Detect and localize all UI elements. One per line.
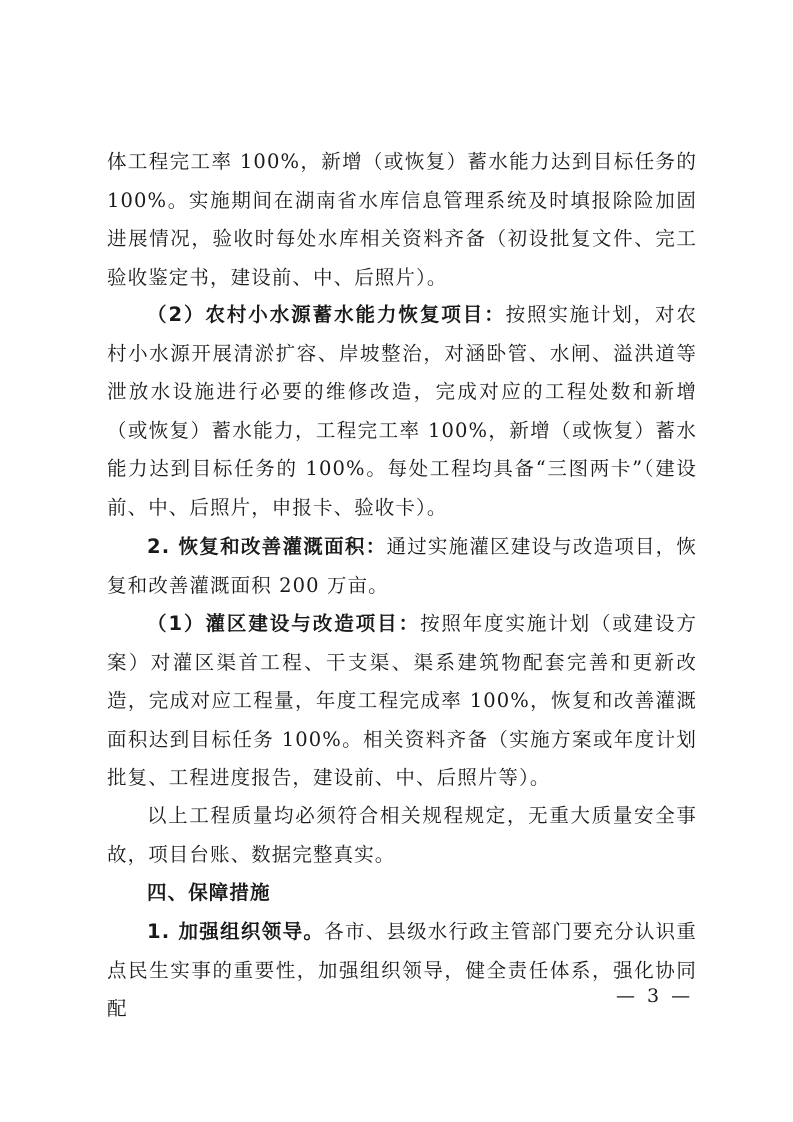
- item-title: （1）灌区建设与改造项目：: [147, 612, 421, 635]
- item-title: （2）农村小水源蓄水能力恢复项目：: [147, 303, 506, 326]
- paragraph-irrigation-area: [107, 528, 697, 605]
- paragraph-quality: [107, 797, 697, 874]
- paragraph-irrigation-project: [107, 605, 697, 798]
- paragraph-text: 按照实施计划，对农村小水源开展清淤扩容、岸坡整治，对涵卧管、水闸、溢洪道等泄放水设施进行必要的维修改造，完成对应的工程处数和新增（或恢复）蓄水能力，工程完工率 100%，新增（或恢复）蓄水能力达到目标任务的 100%。每处工程均具备“三图两卡”（建设前、中、后照片，申报卡、验收卡）。: [107, 303, 698, 519]
- item-title: 2. 恢复和改善灌溉面积：: [147, 535, 387, 558]
- paragraph-text: 体工程完工率 100%，新增（或恢复）蓄水能力达到目标任务的100%。实施期间在湖南省水库信息管理系统及时填报除险加固进展情况，验收时每处水库相关资料齐备（初设批复文件、完工验收鉴定书，建设前、中、后照片）。: [107, 150, 697, 289]
- paragraph-reservoir-completion: [107, 143, 697, 297]
- paragraph-text: 通过实施灌区建设与改造项目，恢复和改善灌溉面积 200 万亩。: [107, 535, 697, 597]
- heading-text: 四、保障措施: [147, 881, 271, 904]
- paragraph-small-water-source: [107, 296, 697, 527]
- paragraph-organization: [107, 913, 697, 1029]
- page-number: — 3 —: [616, 985, 694, 1007]
- item-title: 1. 加强组织领导。: [147, 920, 325, 943]
- paragraph-text: 按照年度实施计划（或建设方案）对灌区渠首工程、干支渠、渠系建筑物配套完善和更新改造，完成对应工程量，年度工程完成率 100%，恢复和改善灌溉面积达到目标任务 100%。相关资料齐备（实施方案或年度计划批复、工程进度报告，建设前、中、后照片等）。: [107, 612, 697, 789]
- paragraph-text: 各市、县级水行政主管部门要充分认识重点民生实事的重要性，加强组织领导，健全责任体系，强化协同配: [107, 920, 697, 1020]
- paragraph-text: 以上工程质量均必须符合相关规程规定，无重大质量安全事故，项目台账、数据完整真实。: [107, 804, 697, 866]
- section-heading: [107, 874, 697, 913]
